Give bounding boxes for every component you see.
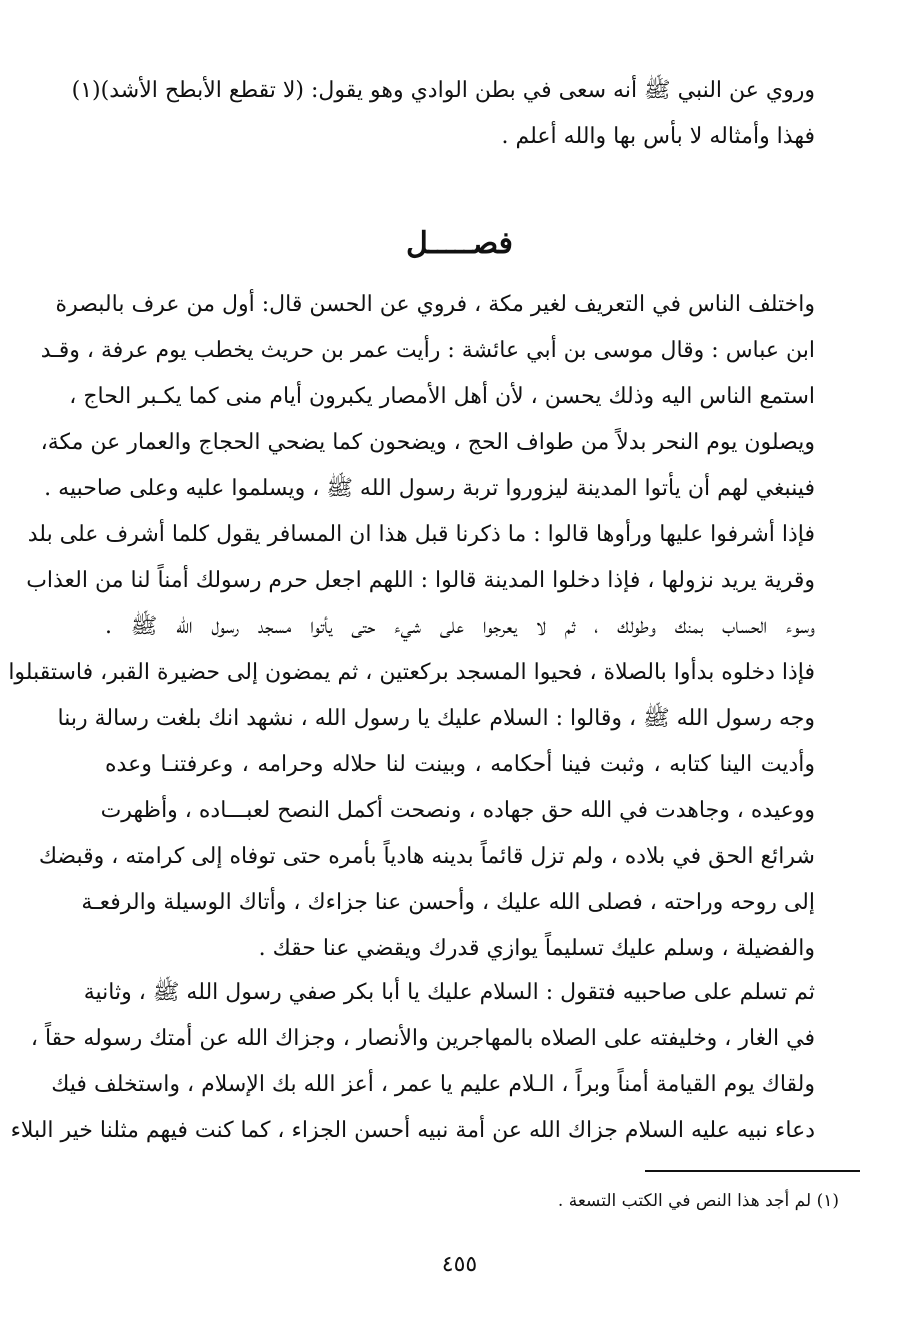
footnote-divider [645, 1170, 860, 1172]
section-heading: فصـــــل [405, 226, 514, 261]
text-line: ثم تسلم على صاحبيه فتقول : السلام عليك يا أبا بكر صفي رسول الله ﷺ ، وثانية [83, 980, 815, 1005]
text-line: وروي عن النبي ﷺ أنه سعى في بطن الوادي وهو يقول: (لا تقطع الأبطح الأشد)(١) [71, 78, 815, 103]
text-line: ووعيده ، وجاهدت في الله حق جهاده ، ونصحت أكمل النصح لعبـــاده ، وأظهرت [100, 798, 815, 823]
text-line: ابن عباس : وقال موسى بن أبي عائشة : رأيت عمر بن حريث يخطب يوم عرفة ، وقـد [40, 338, 815, 363]
text-line: في الغار ، وخليفته على الصلاه بالمهاجرين والأنصار ، وجزاك الله عن أمتك رسوله حقاً ، [30, 1026, 815, 1051]
footnote: (١) لم أجد هذا النص في الكتب التسعة . [557, 1191, 839, 1211]
text-line: والفضيلة ، وسلم عليك تسليماً يوازي قدرك ويقضي عنا حقك . [258, 936, 815, 961]
text-line: فينبغي لهم أن يأتوا المدينة ليزوروا تربة رسول الله ﷺ ، ويسلموا عليه وعلى صاحبيه . [44, 476, 815, 501]
text-line: وأديت الينا كتابه ، وثبت فينا أحكامه ، وبينت لنا حلاله وحرامه ، وعرفتنـا وعده [105, 752, 815, 777]
text-line: إلى روحه وراحته ، فصلى الله عليك ، وأحسن عنا جزاءك ، وأتاك الوسيلة والرفعـة [81, 890, 815, 915]
main-paragraph [8, 282, 815, 972]
text-line: ولقاك يوم القيامة أمناً وبراً ، الـلام عليم يا عمر ، أعز الله بك الإسلام ، واستخلف فيك [51, 1072, 815, 1097]
intro-paragraph [71, 68, 815, 160]
text-line: وقرية يريد نزولها ، فإذا دخلوا المدينة قالوا : اللهم اجعل حرم رسولك أمناً لنا من العذاب [26, 568, 815, 593]
text-line: دعاء نبيه عليه السلام جزاك الله عن أمة نبيه أحسن الجزاء ، كما كنت فيهم مثلنا خير البلاء [10, 1118, 815, 1143]
text-line: فإذا دخلوه بدأوا بالصلاة ، فحيوا المسجد بركعتين ، ثم يمضون إلى حضيرة القبر، فاستقبلوا [8, 660, 815, 685]
page-number: ٤٥٥ [441, 1252, 478, 1277]
text-line: شرائع الحق في بلاده ، ولم تزل قائماً بدينه هادياً بأمره حتى توفاه إلى كرامته ، وقبضك [38, 844, 815, 869]
second-paragraph [10, 970, 815, 1154]
text-line: وسوء الحساب بمنك وطولك ، ثم لا يعرجوا على شيء حتى يأتوا مسجد رسول الله ﷺ . [105, 614, 815, 639]
text-line: وجه رسول الله ﷺ ، وقالوا : السلام عليك يا رسول الله ، نشهد انك بلغت رسالة ربنا [57, 706, 815, 731]
text-line: واختلف الناس في التعريف لغير مكة ، فروي عن الحسن قال: أول من عرف بالبصرة [55, 292, 815, 317]
text-line: فإذا أشرفوا عليها ورأوها قالوا : ما ذكرنا قبل هذا ان المسافر يقول كلما أشرف على بلد [27, 522, 815, 547]
text-line: ويصلون يوم النحر بدلاً من طواف الحج ، ويضحون كما يضحي الحجاج والعمار عن مكة، [40, 430, 815, 455]
text-line: فهذا وأمثاله لا بأس بها والله أعلم . [501, 124, 815, 149]
text-line: استمع الناس اليه وذلك يحسن ، لأن أهل الأمصار يكبرون أيام منى كما يكـبر الحاج ، [69, 384, 815, 409]
